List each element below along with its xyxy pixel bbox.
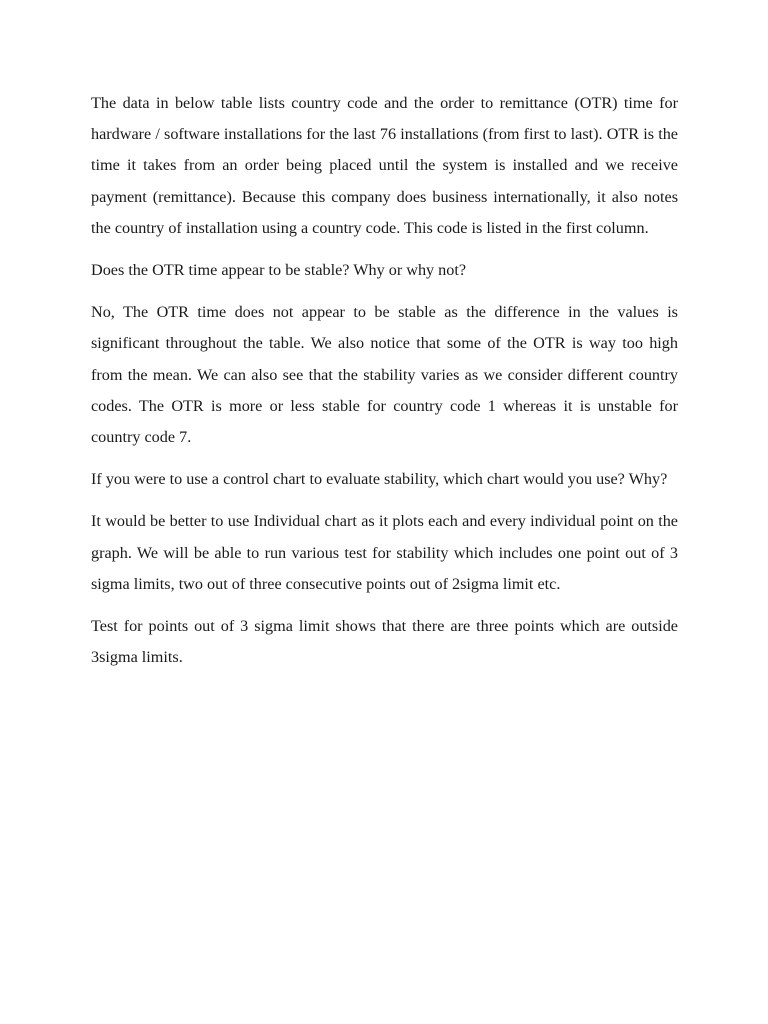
question-control-chart: If you were to use a control chart to evaluate stability, which chart would you use? Why? xyxy=(91,470,668,489)
answer-stability: No, The OTR time does not appear to be stable as the difference in the values is significant throughout the table. We also notice that some of the OTR is way too high from the mean. We can also see that the stability varies as we consider different country codes. The OTR is more or less stable for country code 1 whereas it is unstable for country code 7. xyxy=(91,303,678,447)
intro-paragraph: The data in below table lists country code and the order to remittance (OTR) time for hardware / software installations for the last 76 installations (from first to last). OTR is the time it takes from an order being placed until the system is installed and we receive payment (remittance). Because this company does business internationally, it also notes the country of installation using a country code. This code is listed in the first column. xyxy=(91,94,678,237)
answer-control-chart: It would be better to use Individual chart as it plots each and every individual point on the graph. We will be able to run various test for stability which includes one point out of 3 sigma limits, two out of three consecutive points out of 2sigma limit etc. xyxy=(91,512,678,593)
document-page xyxy=(91,88,678,684)
sigma-test-paragraph: Test for points out of 3 sigma limit shows that there are three points which are outside 3sigma limits. xyxy=(91,617,678,667)
question-stability: Does the OTR time appear to be stable? Why or why not? xyxy=(91,261,467,280)
